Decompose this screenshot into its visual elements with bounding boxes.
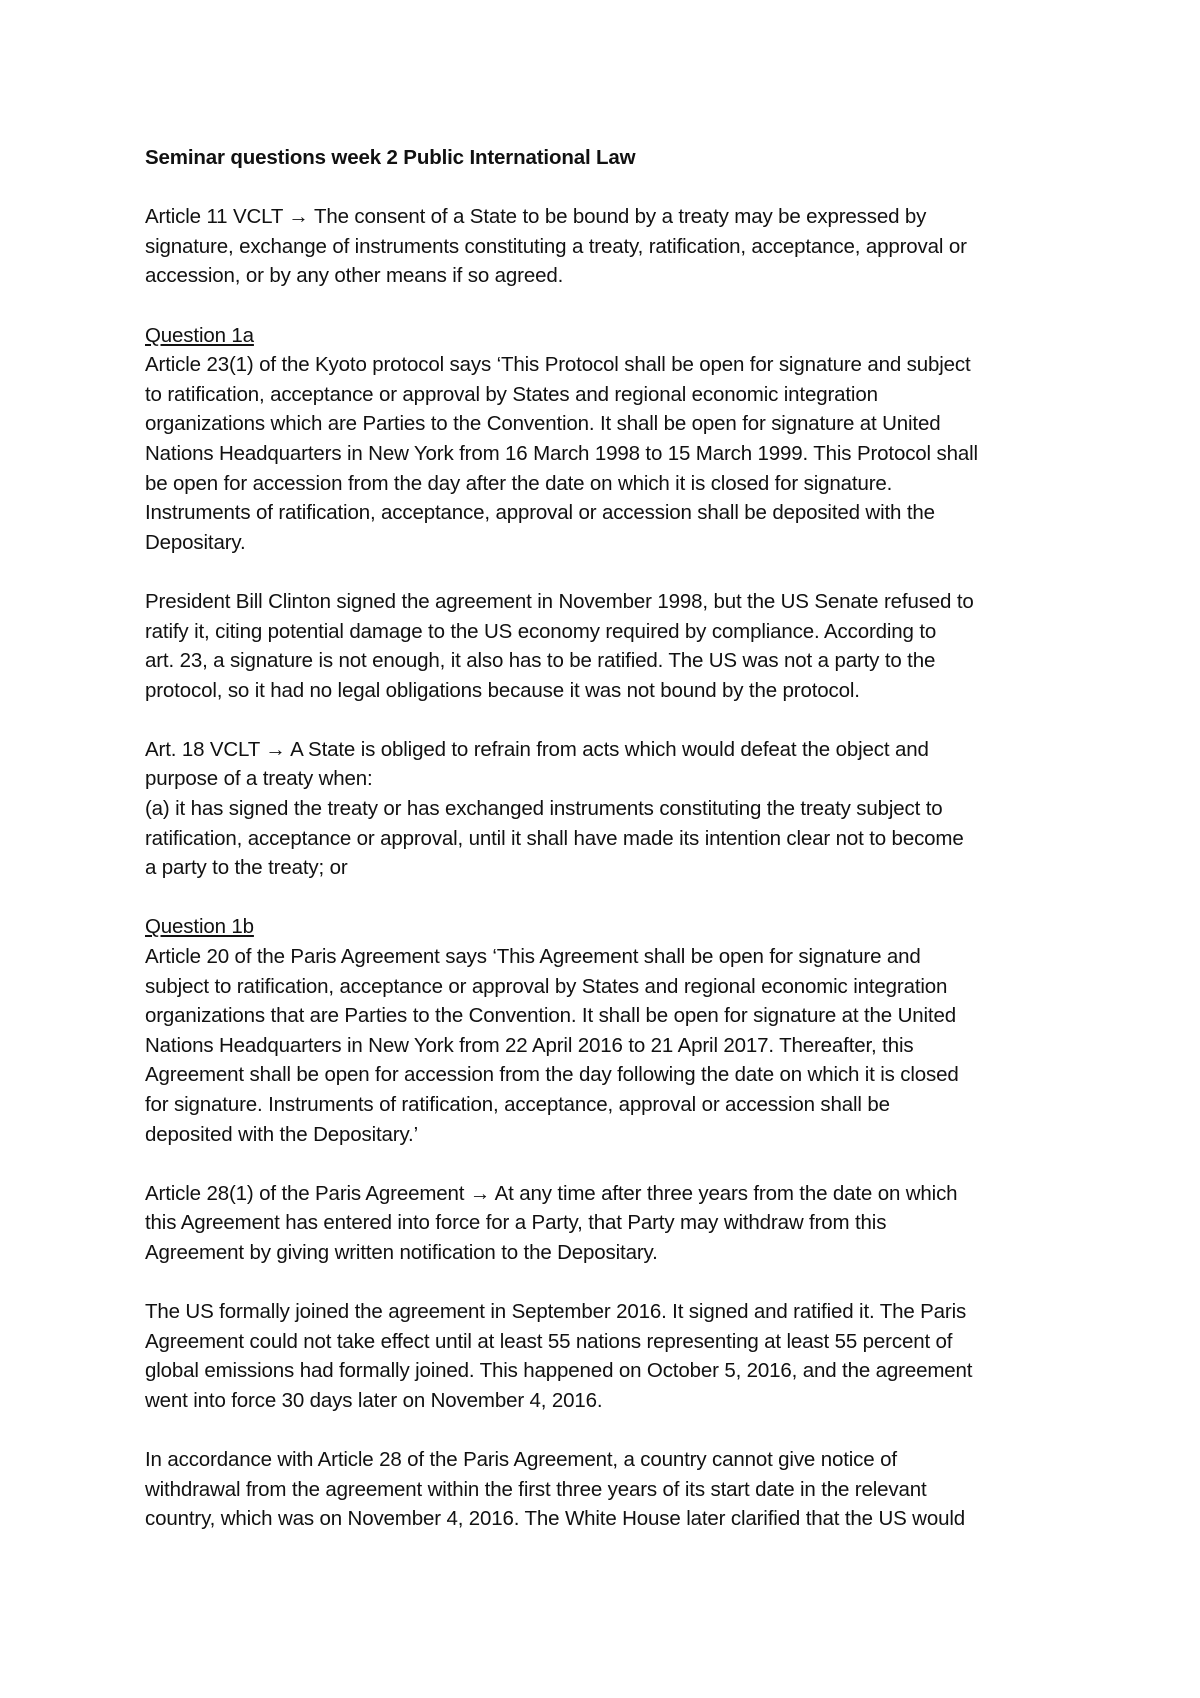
section-heading: Question 1a [145, 323, 254, 347]
text-line: Art. 18 VCLT → A State is obliged to refrain from acts which would defeat the object and [145, 737, 929, 761]
text-line: this Agreement has entered into force for a Party, that Party may withdraw from this [145, 1211, 887, 1235]
text-line: Nations Headquarters in New York from 22 April 2016 to 21 April 2017. Thereafter, this [145, 1033, 914, 1057]
paragraph [145, 942, 1075, 1149]
text-line: to ratification, acceptance or approval by States and regional economic integration [145, 382, 878, 406]
text-line: ratification, acceptance or approval, until it shall have made its intention clear not to become [145, 826, 964, 850]
text-line: Agreement could not take effect until at least 55 nations representing at least 55 percent of [145, 1329, 953, 1353]
text-line: Article 11 VCLT → The consent of a State to be bound by a treaty may be expressed by [145, 205, 927, 229]
text-line: deposited with the Depositary.’ [145, 1122, 419, 1146]
text-line: purpose of a treaty when: [145, 767, 373, 791]
text-line: a party to the treaty; or [145, 856, 348, 880]
text-line: protocol, so it had no legal obligations because it was not bound by the protocol. [145, 678, 860, 702]
paragraph [145, 1297, 1075, 1415]
text-line: organizations that are Parties to the Convention. It shall be open for signature at the United [145, 1004, 956, 1028]
text-line: subject to ratification, acceptance or approval by States and regional economic integration [145, 974, 948, 998]
paragraph [145, 1445, 1075, 1534]
text-line: signature, exchange of instruments constituting a treaty, ratification, acceptance, approval or [145, 234, 967, 258]
text-line: Agreement by giving written notification to the Depositary. [145, 1240, 658, 1264]
text-line: Instruments of ratification, acceptance, approval or accession shall be deposited with the [145, 501, 935, 525]
paragraph [145, 735, 1075, 883]
text-line: In accordance with Article 28 of the Paris Agreement, a country cannot give notice of [145, 1448, 897, 1472]
document-title: Seminar questions week 2 Public International Law [145, 146, 636, 169]
text-line: organizations which are Parties to the Convention. It shall be open for signature at United [145, 412, 941, 436]
text-line: accession, or by any other means if so agreed. [145, 264, 564, 288]
text-line: Depositary. [145, 530, 246, 554]
text-line: The US formally joined the agreement in September 2016. It signed and ratified it. The Paris [145, 1300, 967, 1324]
text-line: art. 23, a signature is not enough, it also has to be ratified. The US was not a party to the [145, 649, 936, 673]
text-line: Article 28(1) of the Paris Agreement → At any time after three years from the date on which [145, 1181, 958, 1205]
text-line: for signature. Instruments of ratification, acceptance, approval or accession shall be [145, 1093, 890, 1116]
text-line: went into force 30 days later on November 4, 2016. [145, 1388, 603, 1412]
document-body [145, 143, 1075, 1534]
text-line: Article 20 of the Paris Agreement says ‘This Agreement shall be open for signature and [145, 945, 921, 969]
text-line: be open for accession from the day after the date on which it is closed for signature. [145, 471, 893, 495]
text-line: ratify it, citing potential damage to the US economy required by compliance. According to [145, 619, 937, 643]
text-line: country, which was on November 4, 2016. The White House later clarified that the US would [145, 1507, 965, 1531]
text-line: President Bill Clinton signed the agreement in November 1998, but the US Senate refused to [145, 589, 974, 613]
text-line: global emissions had formally joined. This happened on October 5, 2016, and the agreement [145, 1359, 973, 1383]
text-line: Agreement shall be open for accession from the day following the date on which it is closed [145, 1063, 959, 1087]
text-line: withdrawal from the agreement within the first three years of its start date in the relevant [145, 1477, 927, 1501]
paragraph [145, 1179, 1075, 1268]
paragraph [145, 202, 1075, 291]
text-line: Nations Headquarters in New York from 16 March 1998 to 15 March 1999. This Protocol shall [145, 441, 978, 465]
text-line: (a) it has signed the treaty or has exchanged instruments constituting the treaty subject to [145, 797, 943, 821]
text-line: Article 23(1) of the Kyoto protocol says ‘This Protocol shall be open for signature and subject [145, 353, 971, 377]
paragraph [145, 350, 1075, 557]
section-heading: Question 1b [145, 915, 254, 939]
paragraph [145, 587, 1075, 705]
